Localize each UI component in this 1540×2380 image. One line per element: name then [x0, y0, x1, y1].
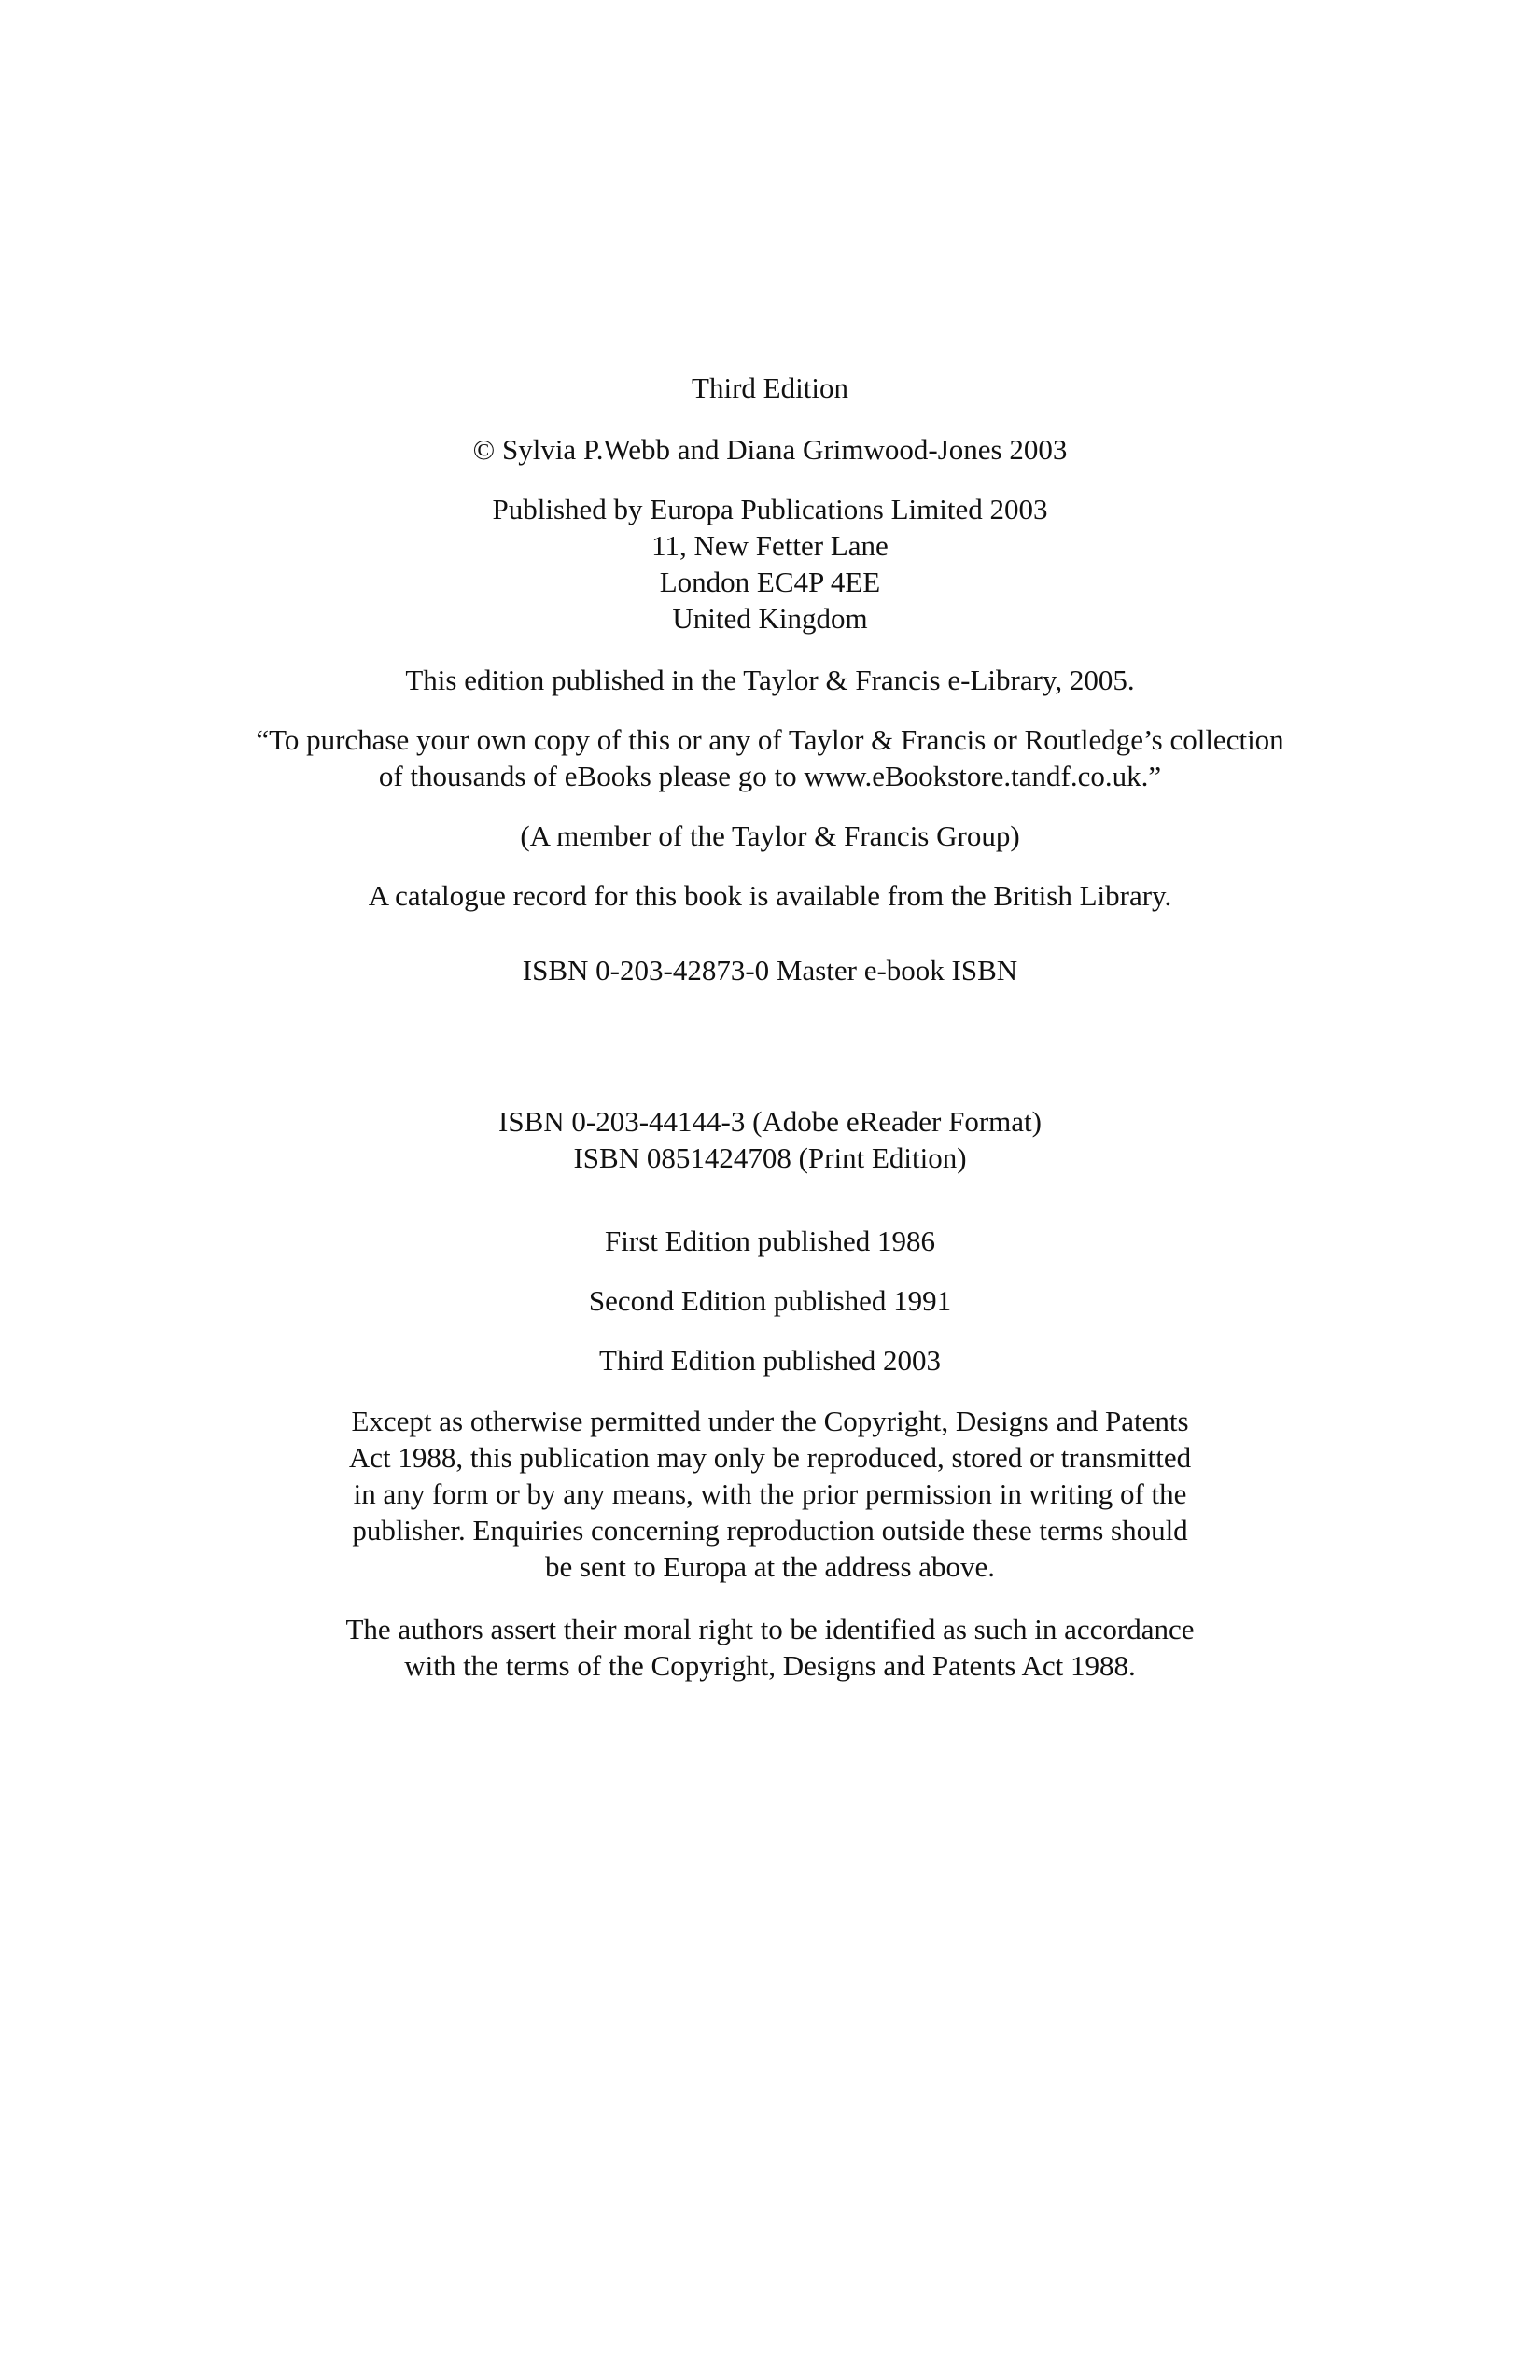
- catalogue-note: A catalogue record for this book is available from the British Library.: [368, 879, 1172, 912]
- publisher-block: [0, 491, 1540, 637]
- elibrary-note: This edition published in the Taylor & Francis e-Library, 2005.: [405, 664, 1135, 696]
- purchase-note: [0, 721, 1540, 794]
- publisher-name: Published by Europa Publications Limited 2003: [492, 493, 1048, 525]
- purchase-note-line: of thousands of eBooks please go to www.eBookstore.tandf.co.uk.”: [378, 760, 1162, 792]
- first-edition: First Edition published 1986: [605, 1225, 935, 1257]
- publisher-country: United Kingdom: [672, 602, 868, 635]
- rights-line: Except as otherwise permitted under the Copyright, Designs and Patents: [351, 1405, 1189, 1437]
- third-edition: Third Edition published 2003: [599, 1344, 941, 1377]
- second-edition: Second Edition published 1991: [588, 1284, 952, 1317]
- moral-rights-line: The authors assert their moral right to be identified as such in accordance: [345, 1613, 1195, 1645]
- edition-heading: Third Edition: [692, 371, 848, 404]
- moral-rights: [0, 1611, 1540, 1684]
- isbn-master: ISBN 0-203-42873-0 Master e-book ISBN: [522, 954, 1018, 987]
- isbn-adobe: ISBN 0-203-44144-3 (Adobe eReader Format): [498, 1105, 1042, 1138]
- purchase-note-line: “To purchase your own copy of this or any of Taylor & Francis or Routledge’s collection: [256, 723, 1284, 756]
- rights-line: publisher. Enquiries concerning reproduction outside these terms should: [352, 1514, 1188, 1547]
- rights-line: be sent to Europa at the address above.: [544, 1550, 996, 1583]
- publisher-city: London EC4P 4EE: [659, 566, 881, 598]
- group-note: (A member of the Taylor & Francis Group): [520, 819, 1020, 852]
- rights-paragraph: [0, 1403, 1540, 1585]
- isbn-block: [0, 1103, 1540, 1176]
- publisher-street: 11, New Fetter Lane: [651, 529, 889, 562]
- moral-rights-line: with the terms of the Copyright, Designs and Patents Act 1988.: [404, 1649, 1136, 1682]
- rights-line: Act 1988, this publication may only be reproduced, stored or transmitted: [348, 1441, 1192, 1474]
- rights-line: in any form or by any means, with the prior permission in writing of the: [353, 1477, 1187, 1510]
- copyright-notice: © Sylvia P.Webb and Diana Grimwood-Jones 2003: [472, 433, 1068, 466]
- isbn-print: ISBN 0851424708 (Print Edition): [573, 1141, 967, 1174]
